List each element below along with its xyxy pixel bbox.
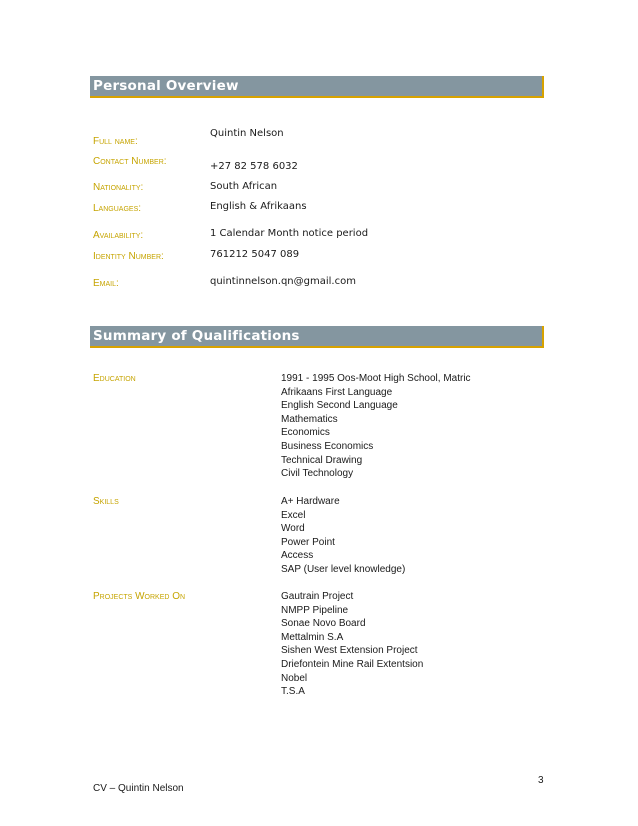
list-item: Mettalmin S.A <box>281 631 344 643</box>
nationality-value: South African <box>210 181 278 192</box>
identity-number-value: 761212 5047 089 <box>210 249 300 260</box>
qualifications-header <box>90 326 544 348</box>
qualifications-title: Summary of Qualifications <box>93 328 300 344</box>
skills-label: Skills <box>93 496 119 507</box>
personal-overview-title: Personal Overview <box>93 78 239 94</box>
list-item: SAP (User level knowledge) <box>281 563 406 575</box>
list-item: Economics <box>281 427 330 439</box>
email-value: quintinnelson.qn@gmail.com <box>210 276 356 287</box>
education-list <box>281 372 471 481</box>
list-item: English Second Language <box>281 400 398 412</box>
identity-number-label: Identity Number: <box>93 251 164 262</box>
education-label: Education <box>93 373 136 384</box>
list-item: A+ Hardware <box>281 496 340 507</box>
list-item: Access <box>281 550 314 562</box>
skills-list <box>281 495 405 577</box>
list-item: Business Economics <box>281 440 374 452</box>
contact-number-label: Contact Number: <box>93 156 167 167</box>
projects-list <box>281 590 423 699</box>
page-number: 3 <box>538 775 544 786</box>
projects-label: Projects Worked On <box>93 591 186 602</box>
languages-value: English & Afrikaans <box>210 201 307 212</box>
list-item: Power Point <box>281 536 335 548</box>
full-name-label: Full name: <box>93 136 138 147</box>
list-item: Driefontein Mine Rail Extentsion <box>281 658 424 670</box>
availability-value: 1 Calendar Month notice period <box>210 228 369 239</box>
list-item: T.S.A <box>281 686 305 698</box>
full-name-value: Quintin Nelson <box>210 128 284 139</box>
list-item: Afrikaans First Language <box>281 386 393 398</box>
availability-label: Availability: <box>93 230 144 241</box>
languages-label: Languages: <box>93 203 142 214</box>
list-item: Excel <box>281 509 306 521</box>
list-item: Word <box>281 523 305 535</box>
footer-text: CV – Quintin Nelson <box>93 783 184 794</box>
list-item: Civil Technology <box>281 468 354 480</box>
list-item: Mathematics <box>281 413 338 425</box>
email-label: Email: <box>93 278 119 289</box>
personal-overview-header <box>90 76 544 98</box>
list-item: Sishen West Extension Project <box>281 645 418 657</box>
list-item: NMPP Pipeline <box>281 604 349 616</box>
list-item: 1991 - 1995 Oos-Moot High School, Matric <box>281 373 471 384</box>
list-item: Sonae Novo Board <box>281 618 366 630</box>
nationality-label: Nationality: <box>93 182 144 193</box>
list-item: Technical Drawing <box>281 454 363 466</box>
list-item: Nobel <box>281 672 308 684</box>
list-item: Gautrain Project <box>281 591 354 602</box>
contact-number-value: +27 82 578 6032 <box>210 161 298 172</box>
